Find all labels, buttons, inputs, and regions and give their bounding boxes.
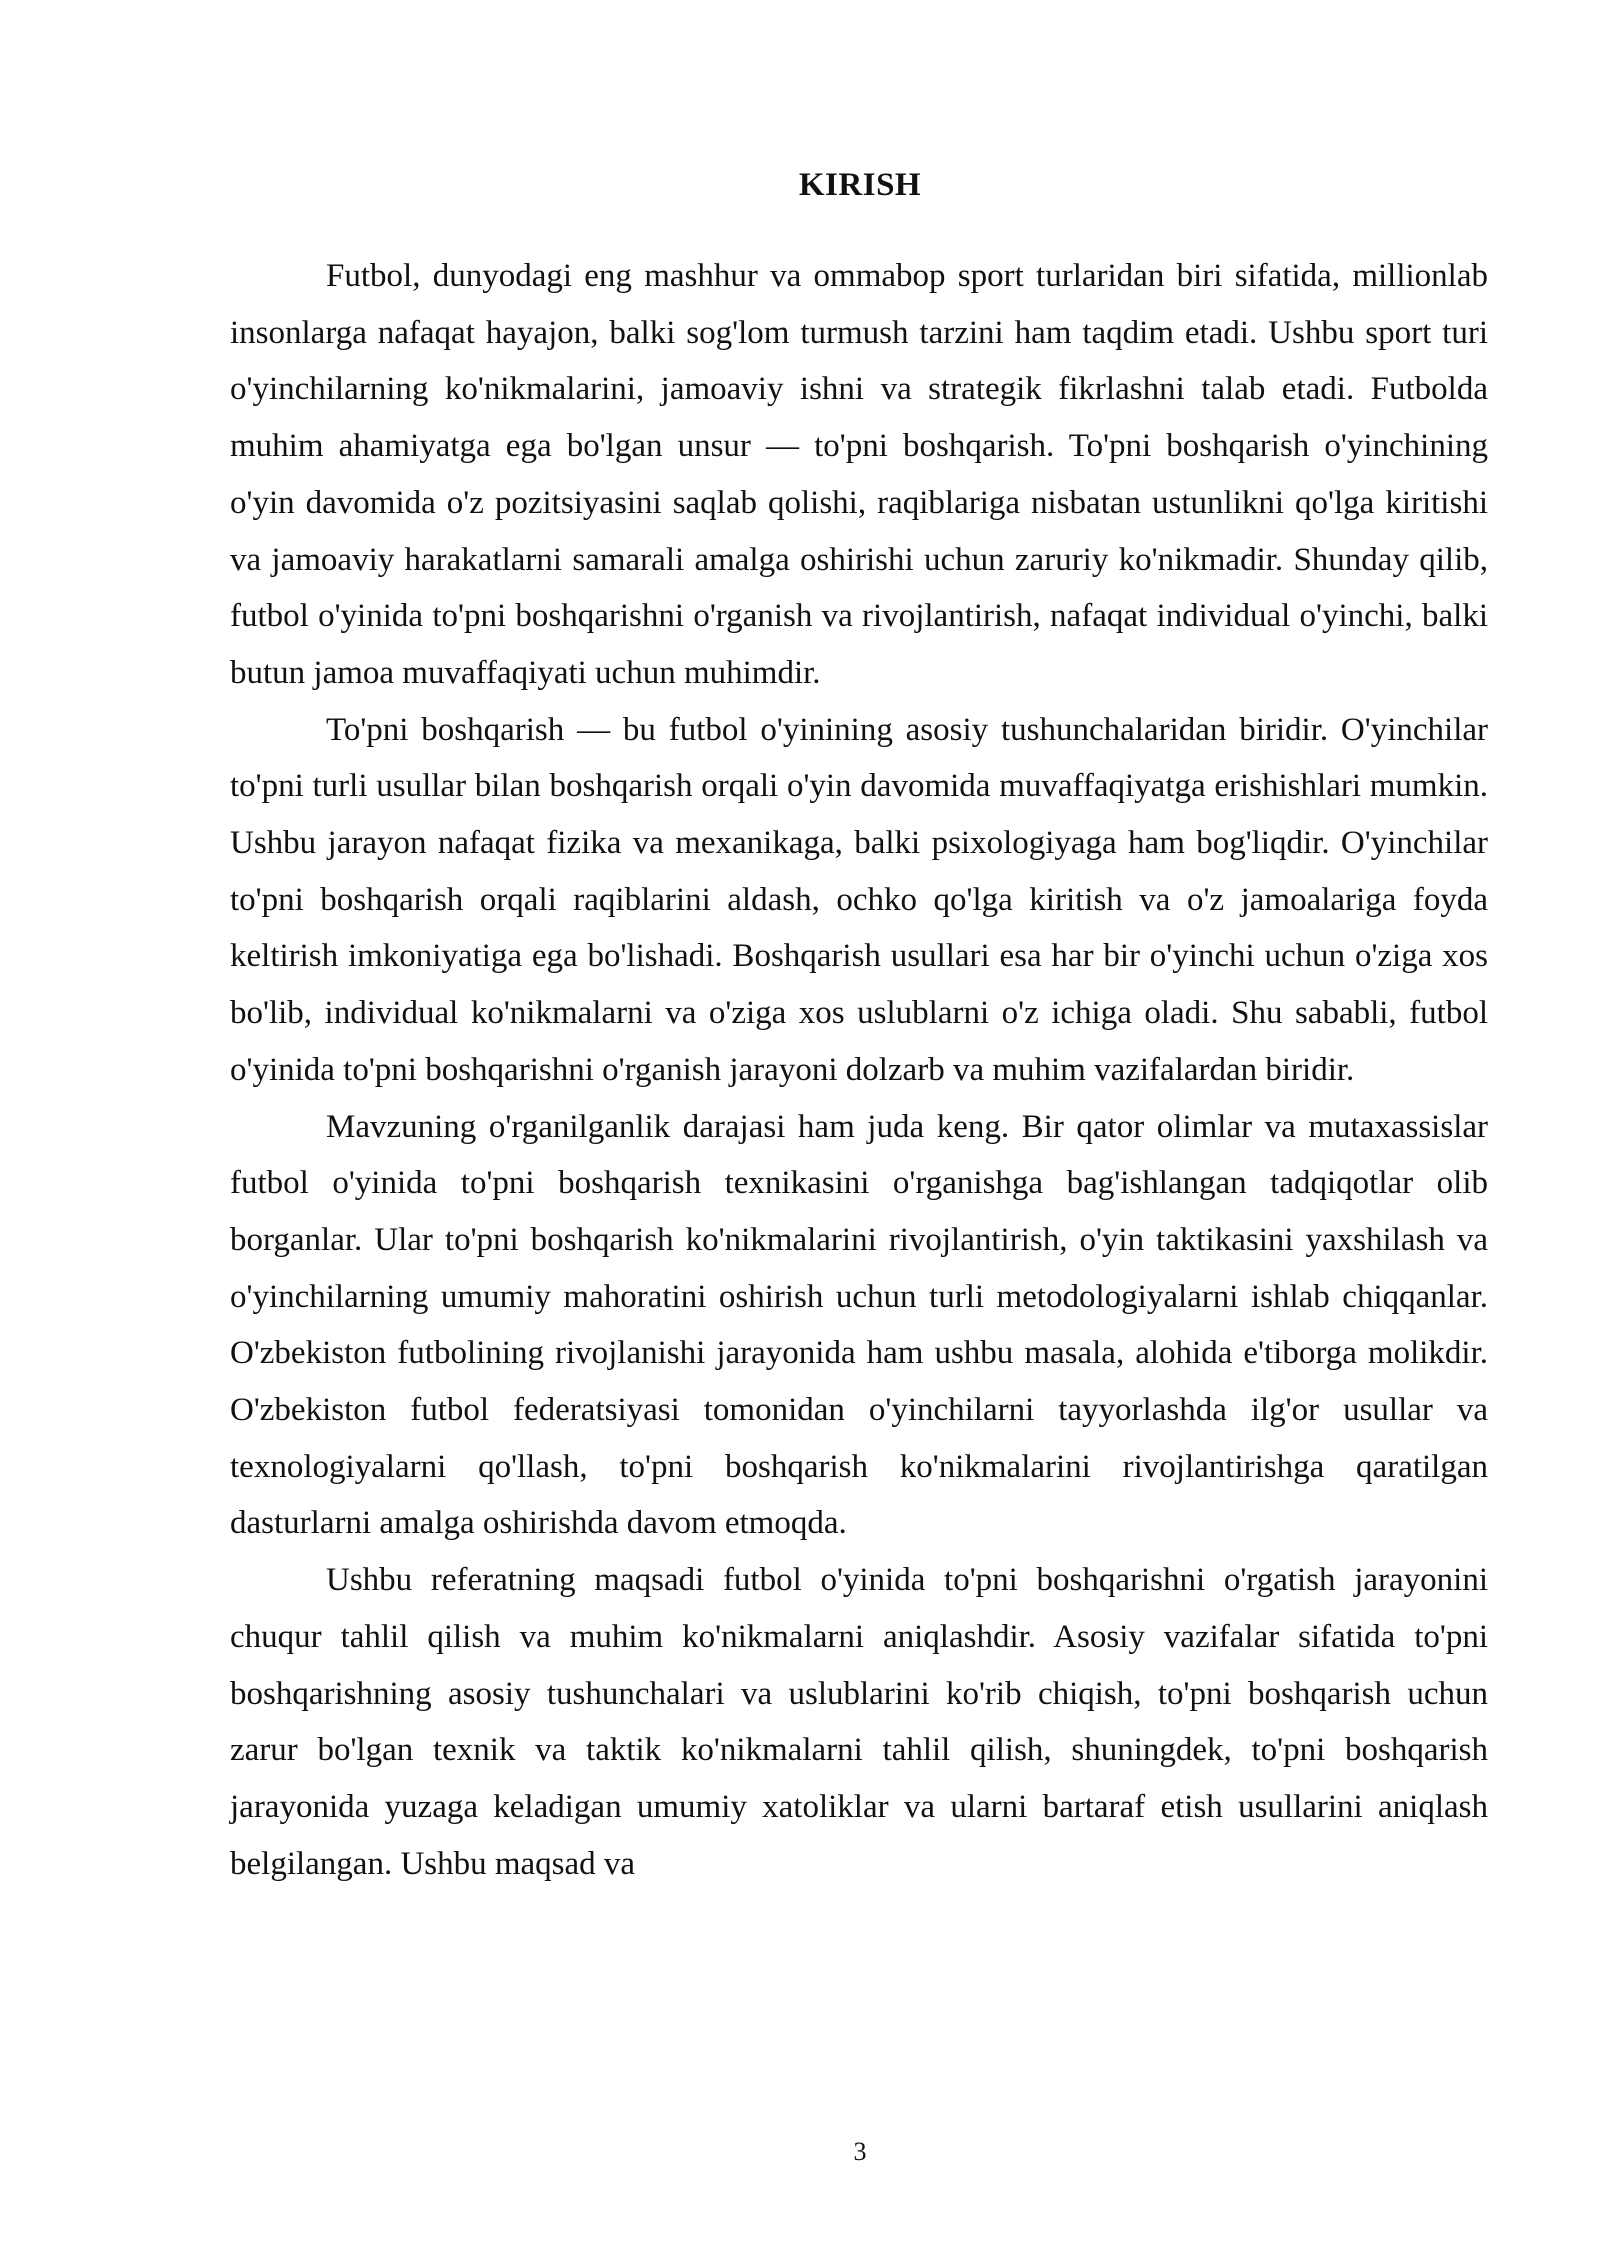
page-title: KIRISH (798, 167, 922, 203)
page-number: 3 (853, 2137, 867, 2166)
paragraph-1: Futbol, dunyodagi eng mashhur va ommabop sport turlaridan biri sifatida, millionlab insonlarga nafaqat hayajon, balki sog'lom turmush tarzini ham taqdim etadi. Ushbu sport turi o'yinchilarning ko'nikmalarini, jamoaviy ishni va strategik fikrlashni talab etadi. Futbolda muhim ahamiyatga ega bo'lgan unsur — to'pni boshqarish. To'pni boshqarish o'yinchining o'yin davomida o'z pozitsiyasini saqlab qolishi, raqiblariga nisbatan ustunlikni qo'lga kiritishi va jamoaviy harakatlarni samarali amalga oshirishi uchun zaruriy ko'nikmadir. Shunday qilib, futbol o'yinida to'pni boshqarishni o'rganish va rivojlantirish, nafaqat individual o'yinchi, balki butun jamoa muvaffaqiyati uchun muhimdir. (230, 258, 1488, 691)
paragraph-4: Ushbu referatning maqsadi futbol o'yinida to'pni boshqarishni o'rgatish jarayonini chuqur tahlil qilish va muhim ko'nikmalarni aniqlashdir. Asosiy vazifalar sifatida to'pni boshqarishning asosiy tushunchalari va uslublarini ko'rib chiqish, to'pni boshqarish uchun zarur bo'lgan texnik va taktik ko'nikmalarni tahlil qilish, shuningdek, to'pni boshqarish jarayonida yuzaga keladigan umumiy xatoliklar va ularni bartaraf etish usullarini aniqlash belgilangan. Ushbu maqsad va (230, 1562, 1488, 1882)
paragraph-3: Mavzuning o'rganilganlik darajasi ham juda keng. Bir qator olimlar va mutaxassislar futbol o'yinida to'pni boshqarish texnikasini o'rganishga bag'ishlangan tadqiqotlar olib borganlar. Ular to'pni boshqarish ko'nikmalarini rivojlantirish, o'yin taktikasini yaxshilash va o'yinchilarning umumiy mahoratini oshirish uchun turli metodologiyalarni ishlab chiqqanlar. O'zbekiston futbolining rivojlanishi jarayonida ham ushbu masala, alohida e'tiborga molikdir. O'zbekiston futbol federatsiyasi tomonidan o'yinchilarni tayyorlashda ilg'or usullar va texnologiyalarni qo'llash, to'pni boshqarish ko'nikmalarini rivojlantirishga qaratilgan dasturlarni amalga oshirishda davom etmoqda. (230, 1108, 1488, 1542)
body-text (230, 248, 1488, 1892)
paragraph-2: To'pni boshqarish — bu futbol o'yinining asosiy tushunchalaridan biridir. O'yinchilar to'pni turli usullar bilan boshqarish orqali o'yin davomida muvaffaqiyatga erishishlari mumkin. Ushbu jarayon nafaqat fizika va mexanikaga, balki psixologiyaga ham bog'liqdir. O'yinchilar to'pni boshqarish orqali raqiblarini aldash, ochko qo'lga kiritish va o'z jamoalariga foyda keltirish imkoniyatiga ega bo'lishadi. Boshqarish usullari esa har bir o'yinchi uchun o'ziga xos bo'lib, individual ko'nikmalarni va o'ziga xos uslublarni o'z ichiga oladi. Shu sababli, futbol o'yinida to'pni boshqarishni o'rganish jarayoni dolzarb va muhim vazifalardan biridir. (230, 711, 1488, 1088)
